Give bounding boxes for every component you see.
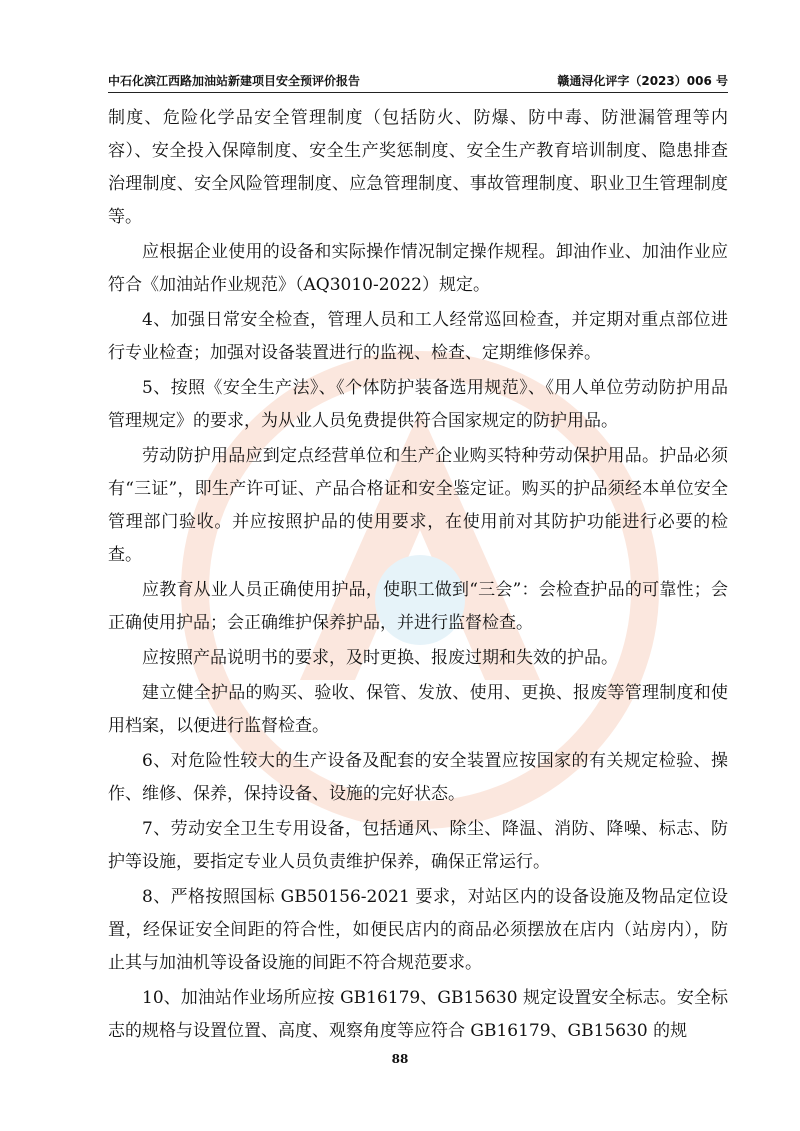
paragraph: 应按照产品说明书的要求，及时更换、报废过期和失效的护品。 bbox=[142, 648, 618, 668]
paragraph: 应根据企业使用的设备和实际操作情况制定操作规程。卸油作业、加油作业应符合《加油站作业规范》（AQ3010-2022）规定。 bbox=[108, 242, 728, 295]
paragraph: 10、加油站作业场所应按 GB16179、GB15630 规定设置安全标志。安全标志的规格与设置位置、高度、观察角度等应符合 GB16179、GB15630 的规 bbox=[108, 988, 728, 1041]
paragraph: 制度、危险化学品安全管理制度（包括防火、防爆、防中毒、防泄漏管理等内容）、安全投入保障制度、安全生产奖惩制度、安全生产教育培训制度、隐患排查治理制度、安全风险管理制度、应急管理制度、事故管理制度、职业卫生管理制度等。 bbox=[108, 108, 728, 227]
paragraph: 应教育从业人员正确使用护品，使职工做到“三会”：会检查护品的可靠性；会正确使用护品；会正确维护保养护品，并进行监督检查。 bbox=[108, 580, 728, 633]
paragraph: 4、加强日常安全检查，管理人员和工人经常巡回检查，并定期对重点部位进行专业检查；加强对设备装置进行的监视、检查、定期维修保养。 bbox=[108, 310, 728, 363]
paragraph: 7、劳动安全卫生专用设备，包括通风、除尘、降温、消防、降噪、标志、防护等设施，要指定专业人员负责维护保养，确保正常运行。 bbox=[108, 819, 728, 872]
paragraph: 8、严格按照国标 GB50156-2021 要求，对站区内的设备设施及物品定位设置，经保证安全间距的符合性，如便民店内的商品必须摆放在店内（站房内），防止其与加油机等设备设施的间距不符合规范要求。 bbox=[108, 887, 728, 973]
report-number: 赣通浔化评字（2023）006 号 bbox=[557, 74, 728, 88]
report-title: 中石化滨江西路加油站新建项目安全预评价报告 bbox=[108, 74, 361, 88]
document-body bbox=[108, 102, 728, 1048]
paragraph: 6、对危险性较大的生产设备及配套的安全装置应按国家的有关规定检验、操作、维修、保养，保持设备、设施的完好状态。 bbox=[108, 751, 728, 804]
paragraph: 建立健全护品的购买、验收、保管、发放、使用、更换、报废等管理制度和使用档案，以便进行监督检查。 bbox=[108, 683, 728, 736]
page-header bbox=[108, 70, 728, 93]
page-number: 88 bbox=[391, 1052, 409, 1066]
paragraph: 劳动防护用品应到定点经营单位和生产企业购买特种劳动保护用品。护品必须有“三证”，即生产许可证、产品合格证和安全鉴定证。购买的护品须经本单位安全管理部门验收。并应按照护品的使用要求，在使用前对其防护功能进行必要的检查。 bbox=[108, 446, 728, 565]
paragraph: 5、按照《安全生产法》、《个体防护装备选用规范》、《用人单位劳动防护用品管理规定》的要求，为从业人员免费提供符合国家规定的防护用品。 bbox=[108, 378, 728, 431]
